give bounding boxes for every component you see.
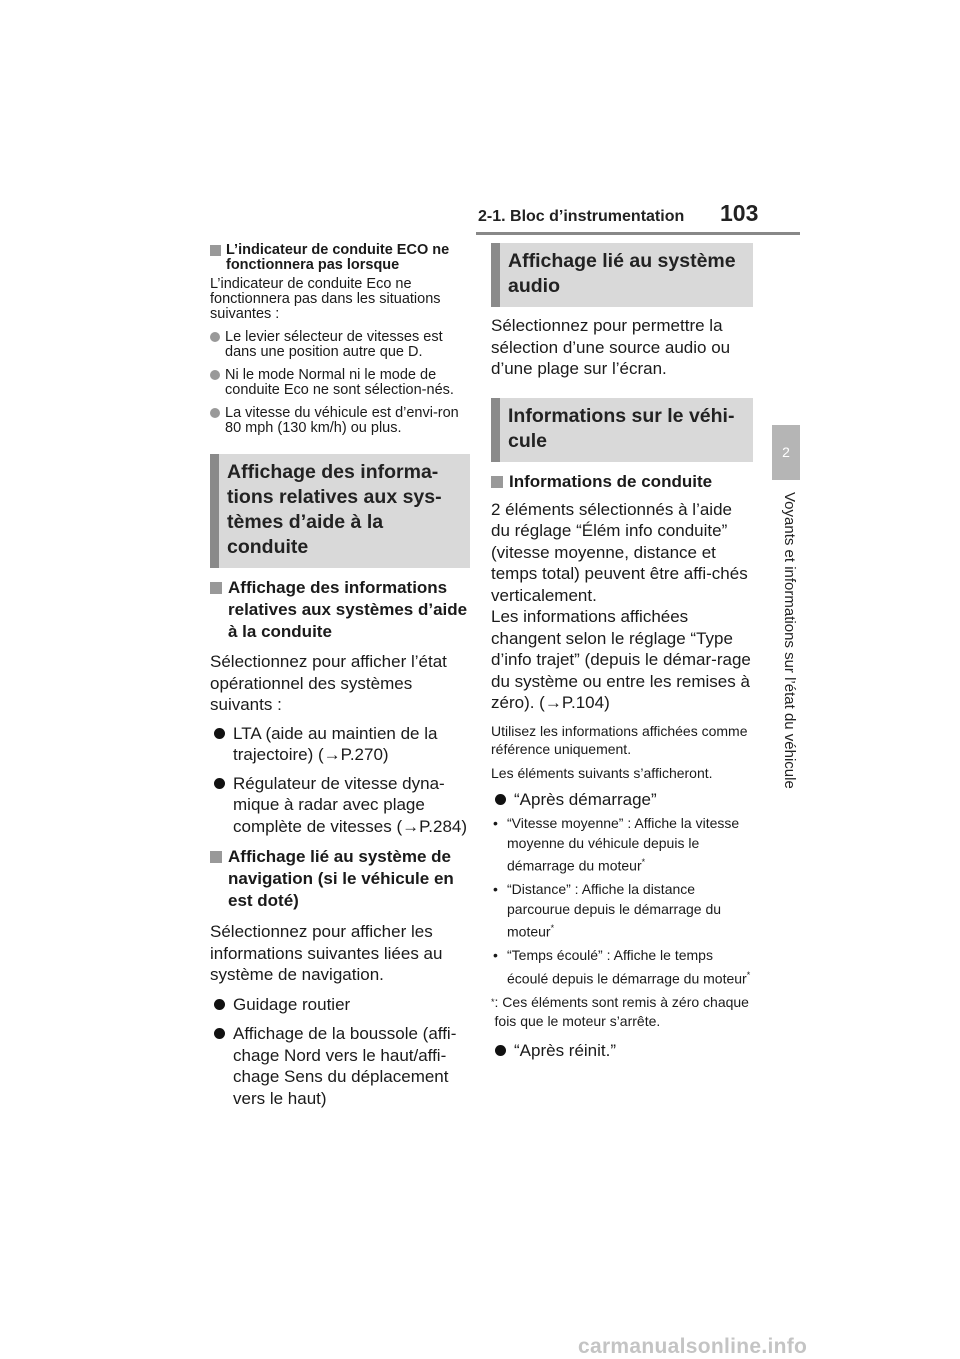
note-reference: Utilisez les informations affichées comme référence uniquement.: [491, 722, 748, 757]
bullet-dot-icon: [210, 408, 220, 418]
bullet-dot-icon: [214, 728, 225, 739]
bullet-dot-icon: [210, 332, 220, 342]
eco-heading: L’indicateur de conduite ECO ne fonctionnera pas lorsque: [210, 243, 470, 273]
nav-heading: Affichage lié au système de navigation (si le véhicule en est doté): [210, 846, 470, 912]
sub-bullet: • “Temps écoulé” : Affiche le temps écoulé depuis le démarrage du moteur*: [493, 947, 751, 987]
bullet-dot-icon: [214, 999, 225, 1010]
footnote: * : Ces éléments sont remis à zéro chaque fois que le moteur s’arrête.: [491, 993, 749, 1030]
section-title: 2-1. Bloc d’instrumentation: [478, 208, 685, 225]
assist-heading: Affichage des informations relatives aux systèmes d’aide à la conduite: [210, 577, 470, 643]
assist-bullet: Régulateur de vitesse dyna-mique à radar avec plage complète de vitesses (→P.284): [210, 773, 470, 838]
audio-text: Sélectionnez pour permettre la sélection d’une source audio ou d’une plage sur l’écran.: [491, 316, 731, 378]
note-items: Les éléments suivants s’afficheront.: [491, 764, 713, 781]
chapter-number: 2: [782, 444, 790, 460]
bullet-dot-icon: [214, 1028, 225, 1039]
assist-box-heading: Affichage des informa-tions relatives aux sys-tèmes d’aide à la conduite: [210, 454, 470, 568]
square-bullet-icon: [210, 582, 222, 594]
chapter-title-text: Voyants et informations sur l’état du véhicule: [781, 492, 798, 789]
drive-text-2: Les informations affichées changent selon le réglage “Type d’info trajet” (depuis le démar-rage du système ou entre les remises à zéro). (→P.104): [491, 607, 751, 712]
nav-bullet: Guidage routier: [210, 994, 470, 1016]
bullet-dot-icon: [210, 370, 220, 380]
drive-text-1: 2 éléments sélectionnés à l’aide du réglage “Élém info conduite” (vitesse moyenne, distance et temps total) peuvent être affi-chés verticalement.: [491, 499, 748, 605]
square-bullet-icon: [210, 851, 222, 863]
audio-box-heading: Affichage lié au système audio: [491, 243, 753, 307]
sub-bullet: • “Distance” : Affiche la distance parcourue depuis le démarrage du moteur*: [493, 881, 722, 940]
eco-bullet: La vitesse du véhicule est d’envi-ron 80 mph (130 km/h) ou plus.: [210, 406, 470, 436]
sub-bullet: • “Vitesse moyenne” : Affiche la vitesse moyenne du véhicule depuis le démarrage du moteur*: [493, 815, 740, 874]
chapter-title-vertical: [772, 492, 800, 832]
eco-bullet: Ni le mode Normal ni le mode de conduite Eco ne sont sélection-nés.: [210, 368, 470, 398]
bullet-dot-icon: [495, 794, 506, 805]
square-bullet-icon: [210, 245, 221, 256]
eco-bullet: Le levier sélecteur de vitesses est dans une position autre que D.: [210, 330, 470, 360]
nav-bullet: Affichage de la boussole (affi-chage Nord vers le haut/affi-chage Sens du déplacement vers le haut): [210, 1023, 470, 1109]
watermark: carmanualsonline.info: [578, 1335, 808, 1358]
eco-intro: L’indicateur de conduite Eco ne fonctionnera pas dans les situations suivantes :: [210, 276, 441, 322]
right-column: [491, 243, 753, 1061]
nav-intro: Sélectionnez pour afficher les informations suivantes liées au système de navigation.: [210, 922, 443, 984]
assist-bullet: LTA (aide au maintien de la trajectoire) (→P.270): [210, 723, 470, 766]
vehicle-box-heading: Informations sur le véhi-cule: [491, 398, 753, 462]
after-start-bullet: “Après démarrage”: [491, 789, 753, 811]
assist-intro: Sélectionnez pour afficher l’état opérationnel des systèmes suivants :: [210, 652, 447, 714]
bullet-dot-icon: [495, 1045, 506, 1056]
drive-heading: Informations de conduite: [491, 471, 753, 493]
left-column: [210, 243, 470, 1109]
square-bullet-icon: [491, 476, 503, 488]
after-reset-bullet: “Après réinit.”: [491, 1040, 753, 1062]
bullet-dot-icon: [214, 778, 225, 789]
header-rule: [476, 232, 800, 235]
page-number: 103: [720, 200, 759, 226]
